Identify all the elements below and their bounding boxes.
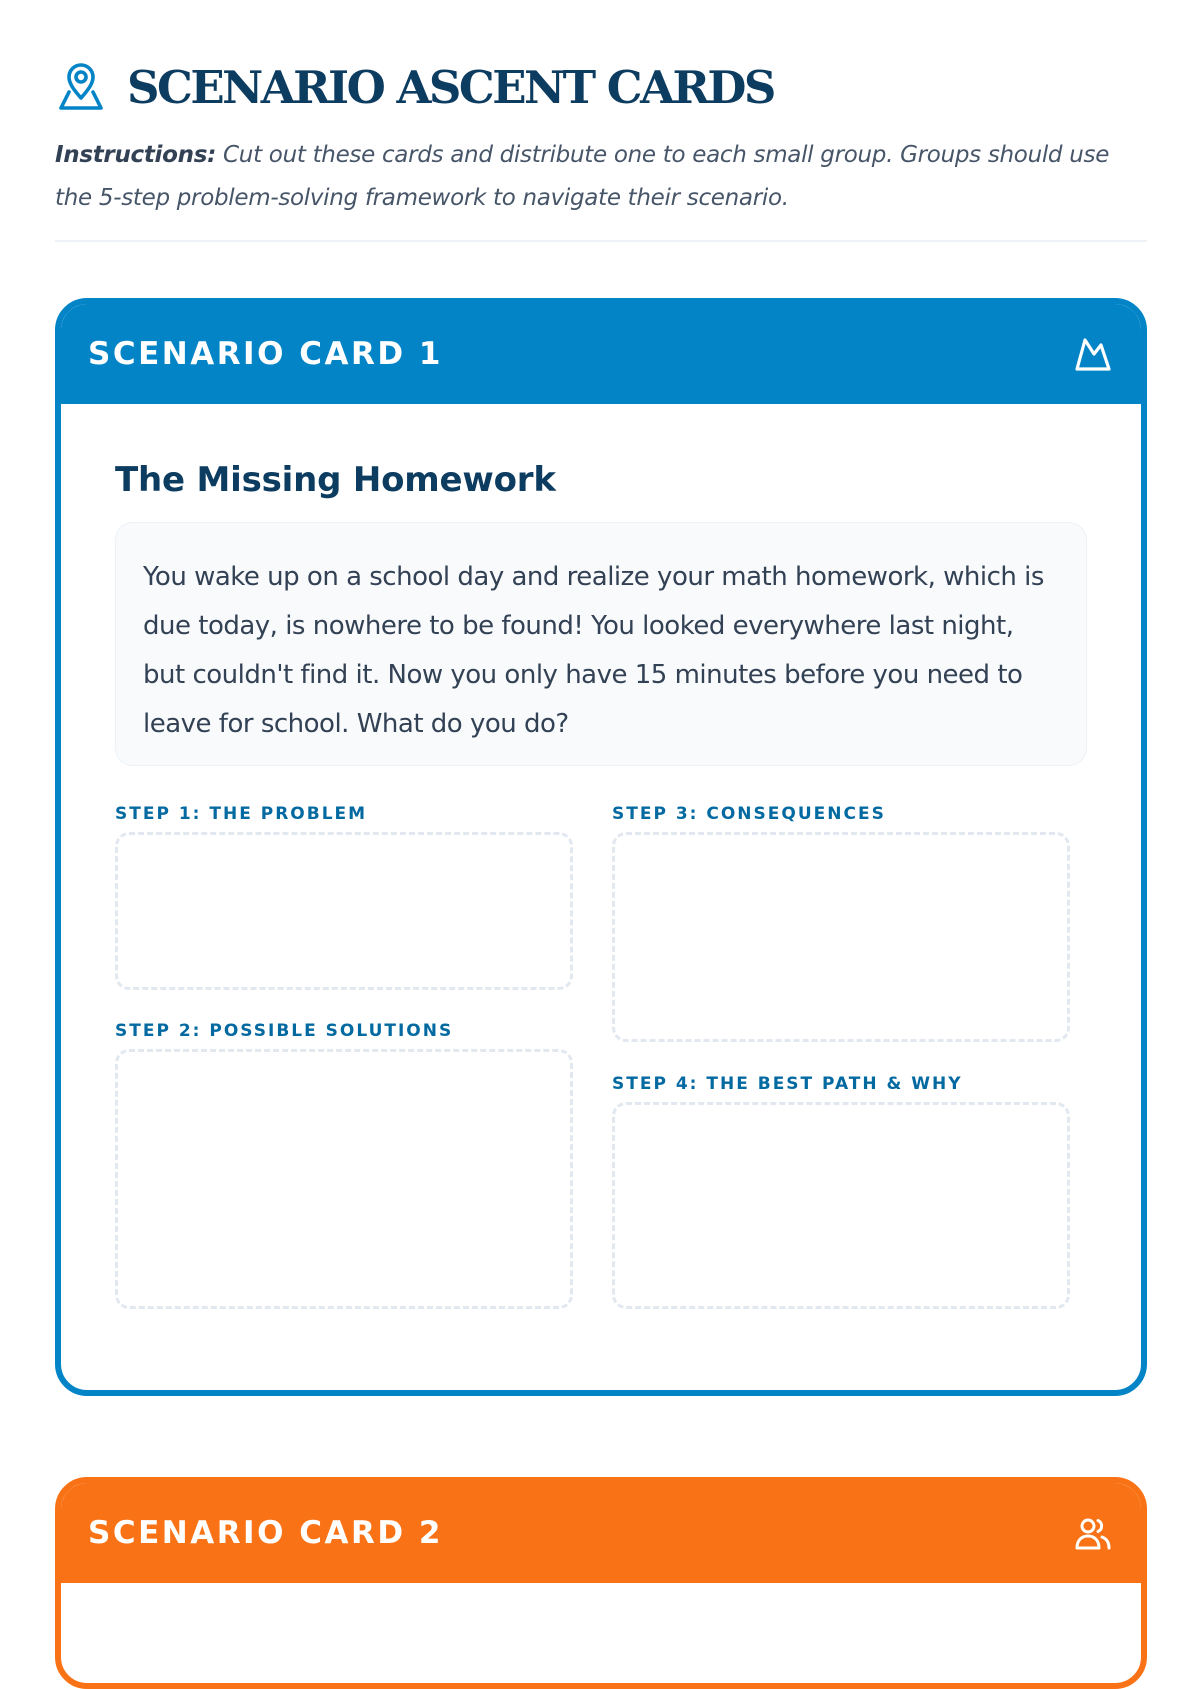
- scenario-description: You wake up on a school day and realize your math homework, which is due today, is nowhere to be found! You looked everywhere last night, but couldn't find it. Now you only have 15 minutes before you need to leave for school. What do you do?: [115, 522, 1087, 766]
- header-divider: [55, 240, 1147, 242]
- card-header: [61, 304, 1141, 404]
- card-label: SCENARIO CARD 2: [88, 1515, 443, 1551]
- step-3-answer-box[interactable]: [612, 832, 1070, 1042]
- steps-grid: [115, 804, 1087, 1324]
- scenario-card-1: [55, 298, 1147, 1396]
- step-3-label: STEP 3: CONSEQUENCES: [612, 804, 886, 824]
- page-header: [55, 0, 1147, 220]
- map-pin-icon: [55, 61, 107, 113]
- card-body: [61, 404, 1141, 1324]
- scenario-card-2: [55, 1477, 1147, 1689]
- step-1-answer-box[interactable]: [115, 832, 573, 990]
- step-4-label: STEP 4: THE BEST PATH & WHY: [612, 1074, 963, 1094]
- card-label: SCENARIO CARD 1: [88, 336, 443, 372]
- worksheet-page: [55, 0, 1147, 1551]
- users-icon: [1073, 1513, 1113, 1553]
- mountain-icon: [1073, 334, 1113, 374]
- scenario-title: The Missing Homework: [115, 460, 556, 500]
- step-2-label: STEP 2: POSSIBLE SOLUTIONS: [115, 1021, 454, 1041]
- step-1-label: STEP 1: THE PROBLEM: [115, 804, 368, 824]
- step-2-answer-box[interactable]: [115, 1049, 573, 1309]
- instructions-lead: Instructions:: [55, 142, 217, 168]
- title-row: [55, 56, 1147, 118]
- page-title: SCENARIO ASCENT CARDS: [127, 60, 774, 114]
- card-header: [61, 1483, 1141, 1583]
- instructions: [55, 134, 1147, 220]
- instructions-text: Cut out these cards and distribute one to each small group. Groups should use the 5-step problem-solving framework to navigate their scenario.: [55, 142, 1110, 211]
- step-4-answer-box[interactable]: [612, 1102, 1070, 1309]
